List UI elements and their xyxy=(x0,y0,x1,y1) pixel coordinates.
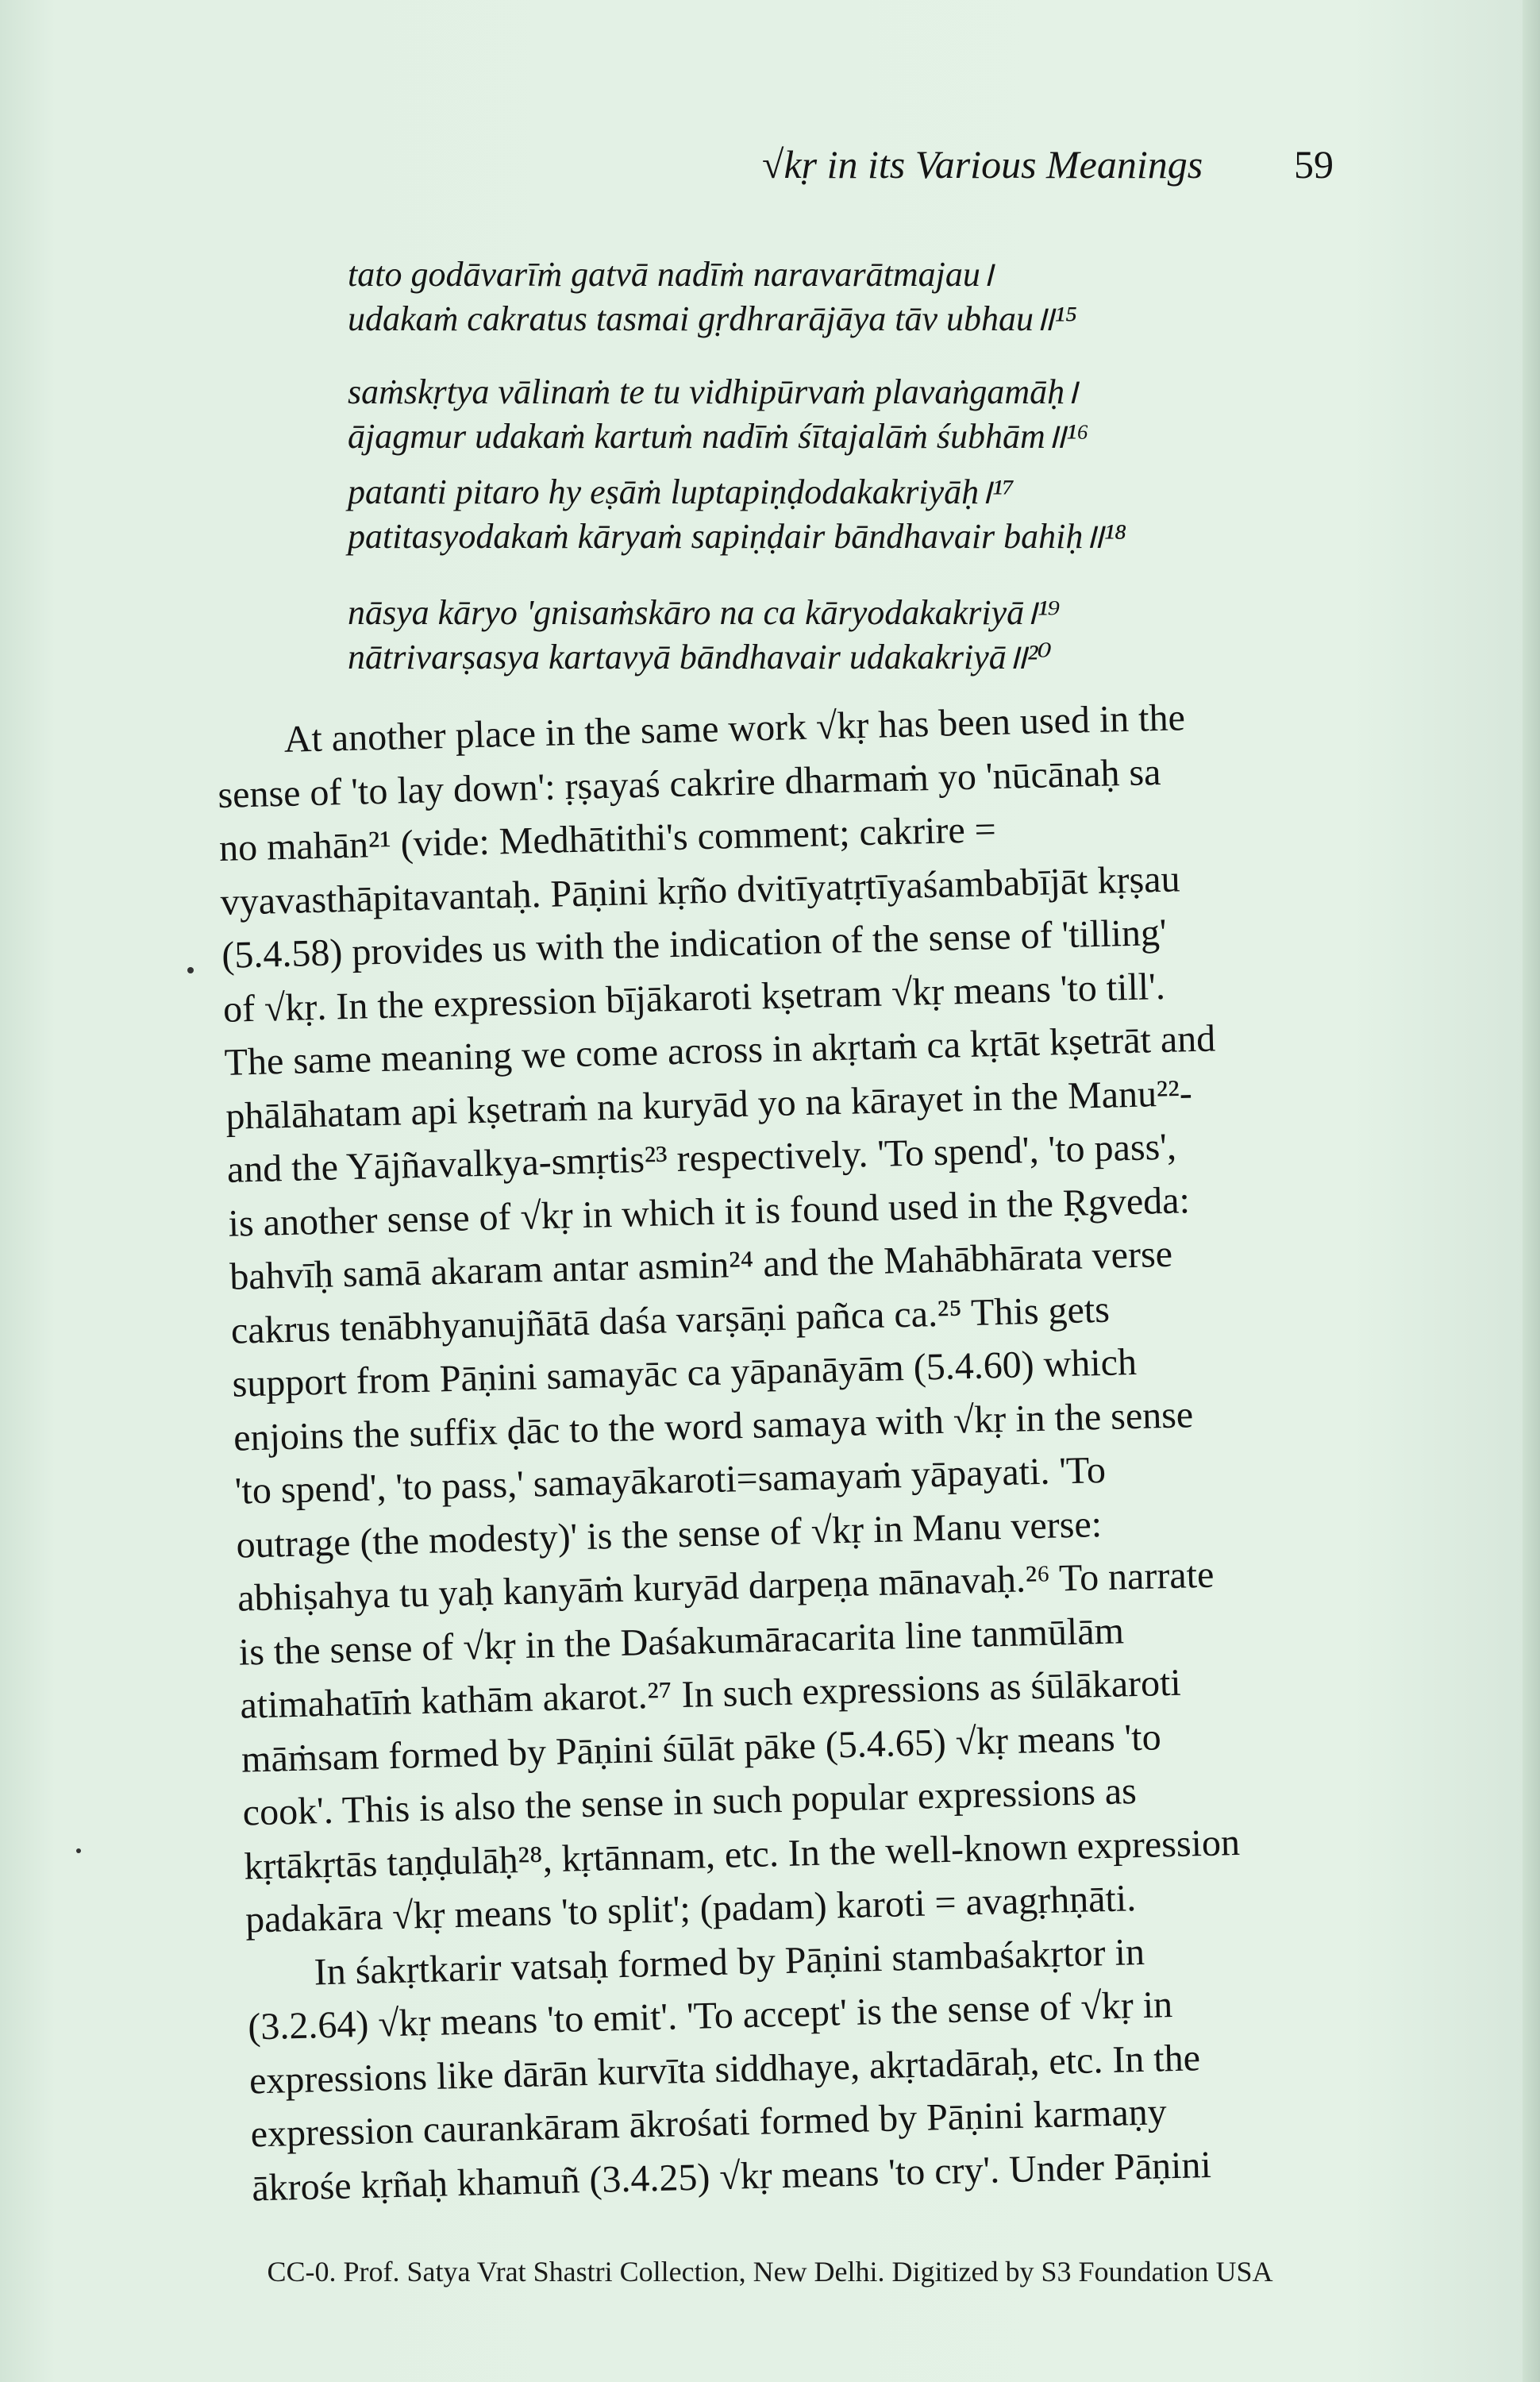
body-line: padakāra √kṛ means 'to split'; (padam) karoti = avagṛhṇāti. xyxy=(244,1877,1137,1941)
body-line: (3.2.64) √kṛ means 'to emit'. 'To accept' is the sense of √kṛ in xyxy=(247,1983,1173,2049)
scan-speck xyxy=(76,1848,81,1853)
body-line: vyavasthāpitavantaḥ. Pāṇini kṛño dvitīyatṛtīyaśambabījāt kṛṣau xyxy=(220,857,1181,923)
digitization-credit: CC-0. Prof. Satya Vrat Shastri Collection, New Delhi. Digitized by S3 Foundation USA xyxy=(267,2256,1273,2288)
verse-line: nātrivarṣasya kartavyā bāndhavair udakakriyā॥²⁰ xyxy=(348,638,1052,676)
verse-line: ājagmur udakaṁ kartuṁ nadīṁ śītajalāṁ śubhām॥¹⁶ xyxy=(348,417,1089,456)
verse-line: patitasyodakaṁ kāryaṁ sapiṇḍair bāndhavair bahiḥ॥¹⁸ xyxy=(348,517,1127,556)
verse-1 xyxy=(348,252,1380,341)
body-line: (5.4.58) provides us with the indication of the sense of 'tilling' xyxy=(221,911,1168,977)
body-line: māṁsam formed by Pāṇini śūlāt pāke (5.4.65) √kṛ means 'to xyxy=(241,1715,1162,1781)
body-line: atimahatīṁ kathām akarot.²⁷ In such expressions as śūlākaroti xyxy=(239,1661,1182,1727)
body-line: cook'. This is also the sense in such popular expressions as xyxy=(242,1770,1138,1834)
body-line: bahvīḥ samā akaram antar asmin²⁴ and the Mahābhārata verse xyxy=(229,1232,1173,1298)
body-line: no mahān²¹ (vide: Medhātithi's comment; cakrire = xyxy=(218,808,997,869)
body-line: and the Yājñavalkya-smṛtis²³ respectively. 'To spend', 'to pass', xyxy=(226,1125,1177,1191)
body-line: is another sense of √kṛ in which it is found used in the Ṛgveda: xyxy=(228,1178,1191,1245)
body-line: of √kṛ. In the expression bījākaroti kṣetram √kṛ means 'to till'. xyxy=(222,965,1166,1031)
body-line: abhiṣahya tu yaḥ kanyāṁ kuryād darpeṇa mānavaḥ.²⁶ To narrate xyxy=(237,1553,1215,1620)
body-line: kṛtākṛtās taṇḍulāḥ²⁸, kṛtānnam, etc. In the well-known expression xyxy=(243,1821,1241,1888)
body-line: cakrus tenābhyanujñātā daśa varṣāṇi pañca ca.²⁵ This gets xyxy=(230,1288,1111,1352)
page-edge-shadow xyxy=(1523,0,1540,2382)
running-header xyxy=(762,141,1334,187)
body-line: The same meaning we come across in akṛtaṁ ca kṛtāt kṣetrāt and xyxy=(224,1017,1216,1084)
verse-2 xyxy=(348,370,1380,459)
body-line: sense of 'to lay down': ṛṣayaś cakrire dharmaṁ yo 'nūcānaḥ sa xyxy=(217,750,1161,816)
body-line: In śakṛtkarir vatsaḥ formed by Pāṇini stambaśakṛtor in xyxy=(314,1930,1145,1993)
verse-line: patanti pitaro hy eṣāṁ luptapiṇḍodakakriyāḥ।¹⁷ xyxy=(348,472,1015,511)
body-line: expressions like dārān kurvīta siddhaye, akṛtadāraḥ, etc. In the xyxy=(248,2036,1201,2102)
scan-speck xyxy=(187,967,194,973)
body-line: outrage (the modesty)' is the sense of √kṛ in Manu verse: xyxy=(235,1502,1103,1567)
body-paragraphs xyxy=(216,687,1403,2215)
body-line: ākrośe kṛñaḥ khamuñ (3.4.25) √kṛ means 'to cry'. Under Pāṇini xyxy=(251,2143,1212,2209)
running-title: √kṛ in its Various Meanings xyxy=(762,142,1203,187)
verse-4 xyxy=(348,591,1380,680)
body-line: enjoins the suffix ḍāc to the word samaya with √kṛ in the sense xyxy=(233,1393,1194,1459)
verse-line: saṁskṛtya vālinaṁ te tu vidhipūrvaṁ plavaṅgamāḥ। xyxy=(348,372,1078,411)
body-line: 'to spend', 'to pass,' samayākaroti=samayaṁ yāpayati. 'To xyxy=(234,1448,1107,1513)
verse-line: tato godāvarīṁ gatvā nadīṁ naravarātmajau। xyxy=(348,255,994,294)
body-line: is the sense of √kṛ in the Daśakumāracarita line tanmūlām xyxy=(238,1609,1125,1674)
verse-3 xyxy=(348,470,1380,559)
body-line: At another place in the same work √kṛ has been used in the xyxy=(283,696,1186,761)
page-number: 59 xyxy=(1294,142,1334,187)
verse-line: nāsya kāryo 'gnisaṁskāro na ca kāryodakakriyā।¹⁹ xyxy=(348,593,1061,632)
body-line: phālāhatam api kṣetraṁ na kuryād yo na kārayet in the Manu²²- xyxy=(225,1071,1193,1138)
verse-line: udakaṁ cakratus tasmai gṛdhrarājāya tāv ubhau॥¹⁵ xyxy=(348,299,1077,338)
body-line: support from Pāṇini samayāc ca yāpanāyām (5.4.60) which xyxy=(231,1340,1138,1405)
body-line: expression caurankāram ākrośati formed by Pāṇini karmaṇy xyxy=(250,2091,1168,2156)
